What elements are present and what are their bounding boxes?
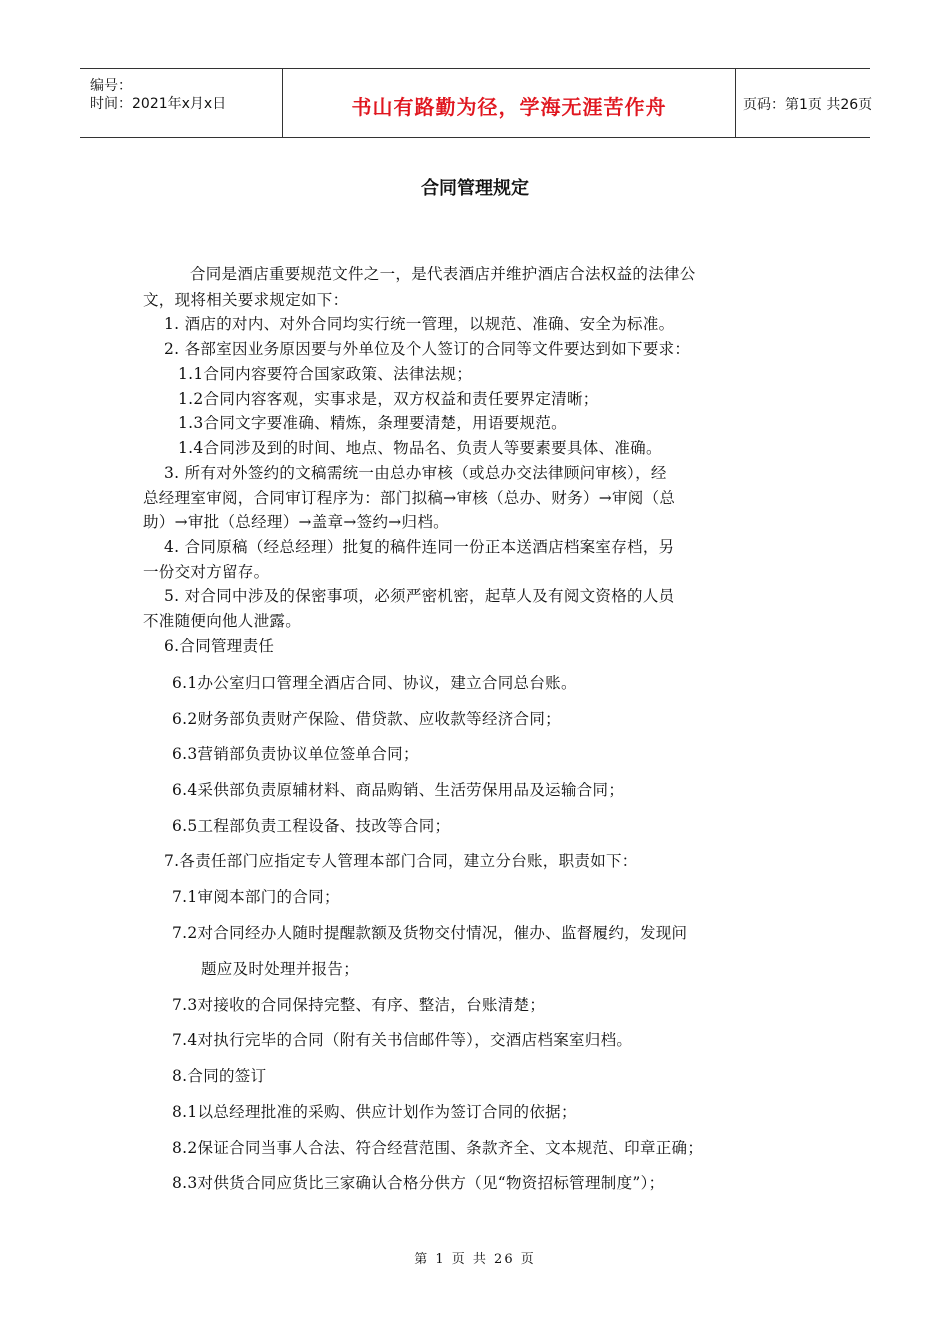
paragraph-line: 题应及时处理并报告； — [201, 960, 360, 978]
paragraph-line: 合同是酒店重要规范文件之一，是代表酒店并维护酒店合法权益的法律公 — [190, 265, 696, 283]
paragraph-line: 1.3合同文字要准确、精炼，条理要清楚，用语要规范。 — [178, 414, 567, 432]
paragraph-line: 1.2合同内容客观，实事求是，双方权益和责任要界定清晰； — [178, 390, 599, 408]
paragraph-line: 6.3营销部负责协议单位签单合同； — [172, 745, 419, 763]
paragraph-line: 总经理室审阅，合同审订程序为：部门拟稿→审核（总办、财务）→审阅（总 — [143, 489, 676, 507]
header-page-cell — [735, 69, 873, 137]
header-table — [80, 68, 873, 138]
header-motto-cell — [282, 69, 736, 137]
document-title: 合同管理规定 — [421, 178, 529, 199]
paragraph-line: 不准随便向他人泄露。 — [143, 612, 302, 630]
paragraph-line: 7.4对执行完毕的合同（附有关书信邮件等），交酒店档案室归档。 — [172, 1031, 633, 1049]
section-heading: 8.合同的签订 — [172, 1067, 267, 1085]
paragraph-line: 3. 所有对外签约的文稿需统一由总办审核（或总办交法律顾问审核），经 — [164, 464, 667, 482]
header-motto: 书山有路勤为径，学海无涯苦作舟 — [351, 95, 667, 119]
paragraph-line: 文，现将相关要求规定如下： — [143, 291, 349, 309]
header-page-info: 页码：第1页 共26页 — [743, 97, 873, 113]
paragraph-line: 8.3对供货合同应货比三家确认合格分供方（见“物资招标管理制度”）； — [172, 1174, 665, 1192]
paragraph-line: 6.1办公室归口管理全酒店合同、协议，建立合同总台账。 — [172, 674, 577, 692]
paragraph-line: 2. 各部室因业务原因要与外单位及个人签订的合同等文件要达到如下要求： — [164, 340, 691, 358]
paragraph-line: 1. 酒店的对内、对外合同均实行统一管理，以规范、准确、安全为标准。 — [164, 315, 675, 333]
paragraph-line: 7.3对接收的合同保持完整、有序、整洁，台账清楚； — [172, 996, 546, 1014]
paragraph-line: 8.1以总经理批准的采购、供应计划作为签订合同的依据； — [172, 1103, 577, 1121]
paragraph-line: 1.1合同内容要符合国家政策、法律法规； — [178, 365, 473, 383]
paragraph-line: 8.2保证合同当事人合法、符合经营范围、条款齐全、文本规范、印章正确； — [172, 1139, 704, 1157]
header-meta-cell — [80, 69, 282, 137]
paragraph-line: 5. 对合同中涉及的保密事项，必须严密机密，起草人及有阅文资格的人员 — [164, 587, 675, 605]
document-time-label: 时间：2021年x月x日 — [90, 96, 227, 112]
paragraph-line: 6.5工程部负责工程设备、技改等合同； — [172, 817, 451, 835]
paragraph-line: 7.2对合同经办人随时提醒款额及货物交付情况，催办、监督履约，发现问 — [172, 924, 688, 942]
paragraph-line: 助）→审批（总经理）→盖章→签约→归档。 — [143, 513, 449, 531]
section-heading: 6.合同管理责任 — [164, 637, 275, 655]
paragraph-line: 1.4合同涉及到的时间、地点、物品名、负责人等要素要具体、准确。 — [178, 439, 662, 457]
paragraph-line: 7.1审阅本部门的合同； — [172, 888, 340, 906]
paragraph-line: 6.4采供部负责原辅材料、商品购销、生活劳保用品及运输合同； — [172, 781, 625, 799]
paragraph-line: 6.2财务部负责财产保险、借贷款、应收款等经济合同； — [172, 710, 561, 728]
paragraph-line: 一份交对方留存。 — [143, 563, 270, 581]
section-heading: 7.各责任部门应指定专人管理本部门合同，建立分台账，职责如下： — [164, 852, 638, 870]
paragraph-line: 4. 合同原稿（经总经理）批复的稿件连同一份正本送酒店档案室存档，另 — [164, 538, 675, 556]
document-number-label: 编号： — [90, 78, 132, 94]
page-footer: 第 1 页 共 26 页 — [414, 1252, 536, 1267]
